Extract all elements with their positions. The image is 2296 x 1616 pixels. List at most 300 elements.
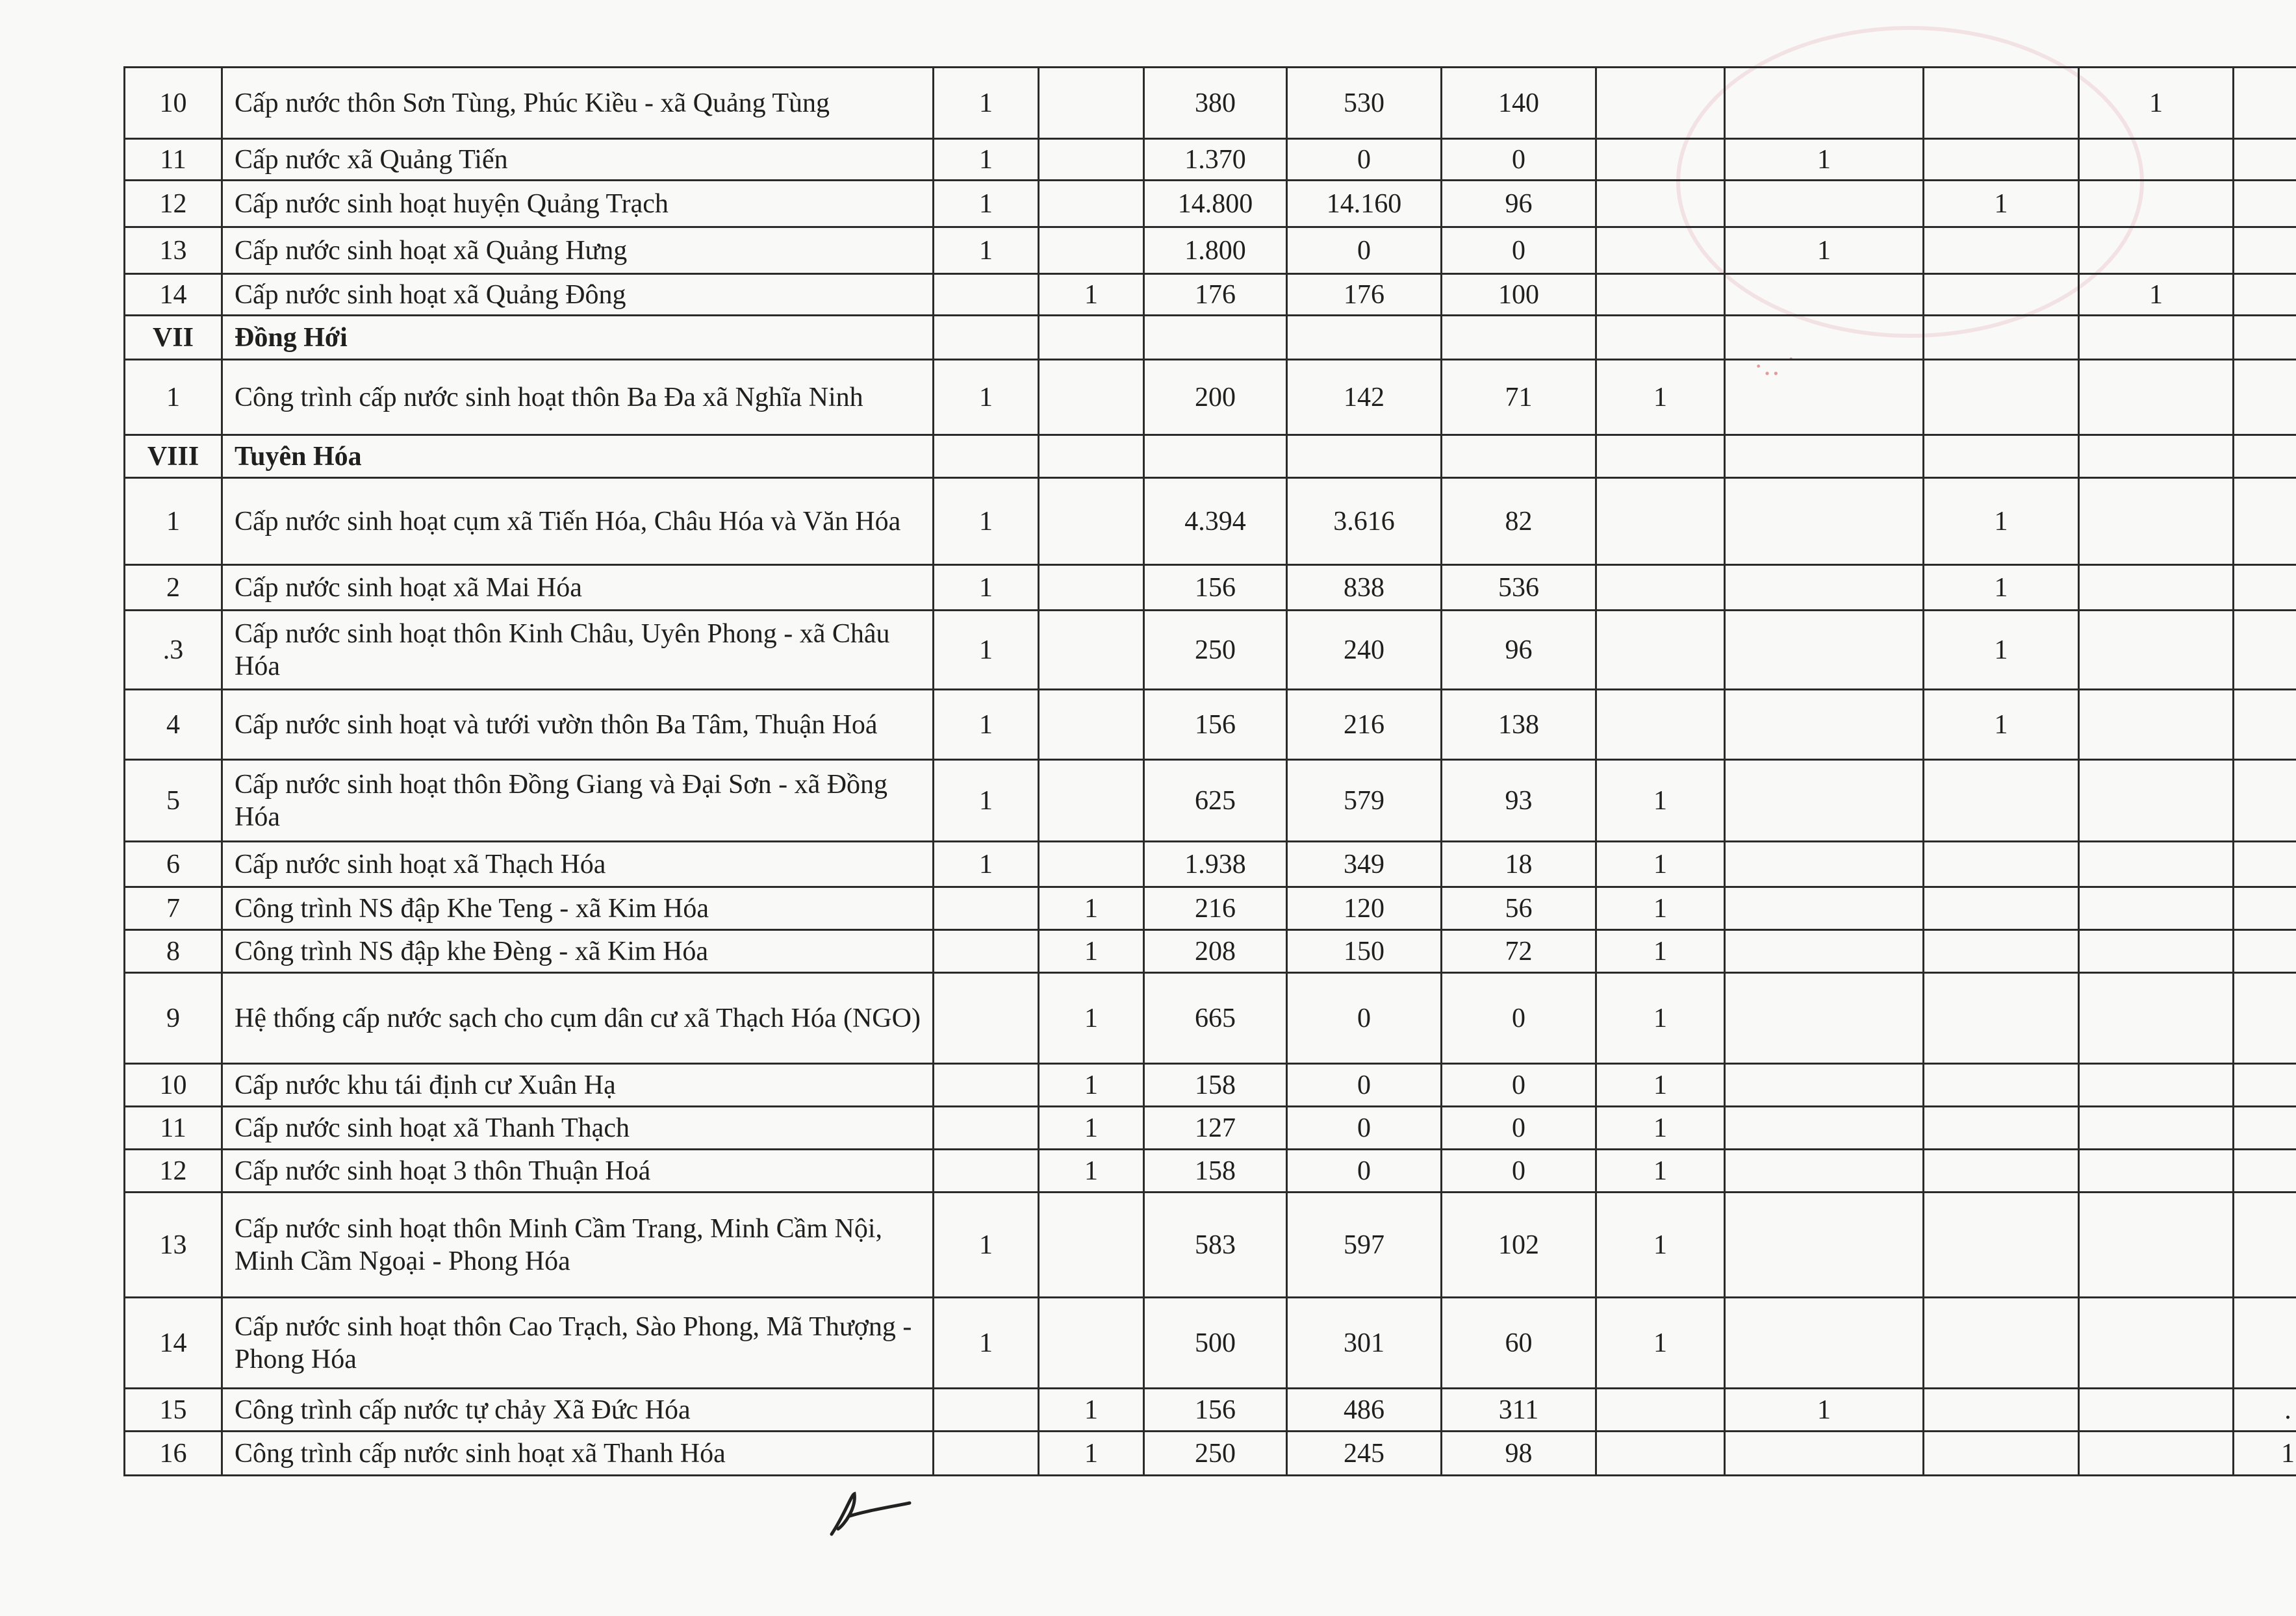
value-cell-c8 [1924, 842, 2079, 887]
value-cell-c1 [934, 930, 1039, 973]
value-cell-c6 [1596, 139, 1725, 181]
project-name-cell: Cấp nước sinh hoạt xã Thạch Hóa [222, 842, 934, 887]
value-cell-c9 [2079, 227, 2234, 274]
row-number-cell: 5 [125, 760, 222, 842]
value-cell-c3: 14.800 [1144, 181, 1287, 227]
value-cell-c2: 1 [1039, 1107, 1144, 1150]
value-cell-c10 [2234, 1193, 2296, 1298]
value-cell-c4: 0 [1287, 1107, 1442, 1150]
value-cell-c10 [2234, 227, 2296, 274]
value-cell-c7 [1725, 181, 1924, 227]
row-number-cell: 14 [125, 1298, 222, 1389]
value-cell-c8 [1924, 435, 2079, 478]
value-cell-c3 [1144, 435, 1287, 478]
value-cell-c8: 1 [1924, 181, 2079, 227]
value-cell-c1: 1 [934, 690, 1039, 760]
value-cell-c8 [1924, 139, 2079, 181]
value-cell-c7 [1725, 973, 1924, 1064]
table-row [125, 1193, 2296, 1298]
value-cell-c10 [2234, 930, 2296, 973]
value-cell-c5: 82 [1442, 478, 1596, 565]
value-cell-c7 [1725, 565, 1924, 611]
value-cell-c3: 250 [1144, 1432, 1287, 1476]
value-cell-c10: 1 [2234, 1432, 2296, 1476]
value-cell-c3: 665 [1144, 973, 1287, 1064]
value-cell-c1 [934, 1107, 1039, 1150]
value-cell-c9 [2079, 435, 2234, 478]
value-cell-c10 [2234, 181, 2296, 227]
value-cell-c8 [1924, 760, 2079, 842]
value-cell-c9 [2079, 1389, 2234, 1432]
value-cell-c1 [934, 1064, 1039, 1107]
value-cell-c1: 1 [934, 611, 1039, 690]
value-cell-c3: 500 [1144, 1298, 1287, 1389]
project-name-cell: Cấp nước xã Quảng Tiến [222, 139, 934, 181]
value-cell-c6: 1 [1596, 1193, 1725, 1298]
value-cell-c2: 1 [1039, 1064, 1144, 1107]
table-row [125, 611, 2296, 690]
value-cell-c1 [934, 316, 1039, 360]
table-body [125, 68, 2296, 1476]
value-cell-c6: 1 [1596, 360, 1725, 435]
value-cell-c9 [2079, 1193, 2234, 1298]
value-cell-c3: 250 [1144, 611, 1287, 690]
value-cell-c9 [2079, 690, 2234, 760]
table-row [125, 1064, 2296, 1107]
value-cell-c7: 1 [1725, 139, 1924, 181]
value-cell-c1 [934, 274, 1039, 316]
value-cell-c10 [2234, 139, 2296, 181]
value-cell-c3: 216 [1144, 887, 1287, 930]
value-cell-c2 [1039, 139, 1144, 181]
value-cell-c5 [1442, 435, 1596, 478]
value-cell-c9 [2079, 611, 2234, 690]
project-name-cell: Cấp nước sinh hoạt thôn Kinh Châu, Uyên Phong - xã Châu Hóa [222, 611, 934, 690]
value-cell-c2: 1 [1039, 1150, 1144, 1193]
value-cell-c10: . [2234, 1389, 2296, 1432]
signature-icon [825, 1489, 916, 1541]
row-number-cell: .3 [125, 611, 222, 690]
row-number-cell: 12 [125, 1150, 222, 1193]
value-cell-c1: 1 [934, 139, 1039, 181]
project-name-cell: Cấp nước sinh hoạt thôn Cao Trạch, Sào Phong, Mã Thượng - Phong Hóa [222, 1298, 934, 1389]
value-cell-c1 [934, 887, 1039, 930]
row-number-cell: 12 [125, 181, 222, 227]
value-cell-c6 [1596, 565, 1725, 611]
row-number-cell: VIII [125, 435, 222, 478]
value-cell-c5: 71 [1442, 360, 1596, 435]
value-cell-c4: 530 [1287, 68, 1442, 139]
value-cell-c7 [1725, 611, 1924, 690]
value-cell-c1: 1 [934, 181, 1039, 227]
project-name-cell: Công trình cấp nước tự chảy Xã Đức Hóa [222, 1389, 934, 1432]
value-cell-c9 [2079, 842, 2234, 887]
value-cell-c4: 142 [1287, 360, 1442, 435]
value-cell-c6 [1596, 435, 1725, 478]
value-cell-c10 [2234, 887, 2296, 930]
value-cell-c8 [1924, 316, 2079, 360]
value-cell-c5: 0 [1442, 973, 1596, 1064]
value-cell-c4: 579 [1287, 760, 1442, 842]
value-cell-c6: 1 [1596, 1107, 1725, 1150]
value-cell-c5: 18 [1442, 842, 1596, 887]
value-cell-c3: 200 [1144, 360, 1287, 435]
table-row [125, 360, 2296, 435]
value-cell-c7: 1 [1725, 227, 1924, 274]
value-cell-c2 [1039, 565, 1144, 611]
value-cell-c7 [1725, 1298, 1924, 1389]
value-cell-c4: 120 [1287, 887, 1442, 930]
value-cell-c4: 838 [1287, 565, 1442, 611]
value-cell-c2 [1039, 1193, 1144, 1298]
value-cell-c1: 1 [934, 1298, 1039, 1389]
value-cell-c7 [1725, 68, 1924, 139]
table-row [125, 227, 2296, 274]
table-row [125, 274, 2296, 316]
value-cell-c5 [1442, 316, 1596, 360]
value-cell-c7 [1725, 1193, 1924, 1298]
value-cell-c2: 1 [1039, 274, 1144, 316]
value-cell-c7: 1 [1725, 1389, 1924, 1432]
value-cell-c1: 1 [934, 842, 1039, 887]
value-cell-c9 [2079, 478, 2234, 565]
value-cell-c9 [2079, 887, 2234, 930]
value-cell-c3: 208 [1144, 930, 1287, 973]
value-cell-c10 [2234, 274, 2296, 316]
value-cell-c10 [2234, 1107, 2296, 1150]
row-number-cell: VII [125, 316, 222, 360]
value-cell-c6: 1 [1596, 760, 1725, 842]
table-row [125, 181, 2296, 227]
value-cell-c4: 597 [1287, 1193, 1442, 1298]
table-row [125, 973, 2296, 1064]
value-cell-c8 [1924, 227, 2079, 274]
value-cell-c4: 486 [1287, 1389, 1442, 1432]
value-cell-c3: 158 [1144, 1064, 1287, 1107]
project-name-cell: Cấp nước sinh hoạt xã Quảng Đông [222, 274, 934, 316]
value-cell-c10 [2234, 973, 2296, 1064]
value-cell-c10 [2234, 1150, 2296, 1193]
value-cell-c8 [1924, 68, 2079, 139]
value-cell-c3: 1.938 [1144, 842, 1287, 887]
value-cell-c3: 176 [1144, 274, 1287, 316]
value-cell-c9 [2079, 181, 2234, 227]
value-cell-c2: 1 [1039, 973, 1144, 1064]
table-row [125, 1107, 2296, 1150]
value-cell-c6 [1596, 227, 1725, 274]
value-cell-c8 [1924, 973, 2079, 1064]
value-cell-c5: 60 [1442, 1298, 1596, 1389]
row-number-cell: 10 [125, 68, 222, 139]
value-cell-c5: 0 [1442, 227, 1596, 274]
row-number-cell: 13 [125, 227, 222, 274]
value-cell-c4: 176 [1287, 274, 1442, 316]
value-cell-c8 [1924, 1298, 2079, 1389]
project-name-cell: Cấp nước sinh hoạt thôn Đồng Giang và Đại Sơn - xã Đồng Hóa [222, 760, 934, 842]
value-cell-c8: 1 [1924, 565, 2079, 611]
value-cell-c2: 1 [1039, 1389, 1144, 1432]
value-cell-c9: 1 [2079, 68, 2234, 139]
project-name-cell: Đồng Hới [222, 316, 934, 360]
section-row [125, 316, 2296, 360]
value-cell-c10 [2234, 842, 2296, 887]
value-cell-c4: 14.160 [1287, 181, 1442, 227]
value-cell-c8: 1 [1924, 611, 2079, 690]
value-cell-c9 [2079, 360, 2234, 435]
value-cell-c5: 0 [1442, 139, 1596, 181]
value-cell-c1 [934, 1389, 1039, 1432]
value-cell-c10 [2234, 316, 2296, 360]
value-cell-c6 [1596, 611, 1725, 690]
value-cell-c5: 100 [1442, 274, 1596, 316]
row-number-cell: 11 [125, 139, 222, 181]
value-cell-c1: 1 [934, 478, 1039, 565]
value-cell-c3: 380 [1144, 68, 1287, 139]
value-cell-c6: 1 [1596, 1064, 1725, 1107]
value-cell-c1: 1 [934, 760, 1039, 842]
value-cell-c4: 0 [1287, 227, 1442, 274]
row-number-cell: 8 [125, 930, 222, 973]
value-cell-c1: 1 [934, 1193, 1039, 1298]
value-cell-c3: 156 [1144, 565, 1287, 611]
value-cell-c7 [1725, 435, 1924, 478]
project-name-cell: Hệ thống cấp nước sạch cho cụm dân cư xã Thạch Hóa (NGO) [222, 973, 934, 1064]
value-cell-c6: 1 [1596, 1150, 1725, 1193]
value-cell-c8 [1924, 930, 2079, 973]
value-cell-c9 [2079, 973, 2234, 1064]
value-cell-c7 [1725, 1107, 1924, 1150]
value-cell-c3: 4.394 [1144, 478, 1287, 565]
value-cell-c7 [1725, 930, 1924, 973]
project-name-cell: Công trình NS đập Khe Teng - xã Kim Hóa [222, 887, 934, 930]
project-name-cell: Cấp nước sinh hoạt huyện Quảng Trạch [222, 181, 934, 227]
row-number-cell: 14 [125, 274, 222, 316]
value-cell-c10 [2234, 1298, 2296, 1389]
value-cell-c5: 0 [1442, 1150, 1596, 1193]
value-cell-c5: 536 [1442, 565, 1596, 611]
value-cell-c2 [1039, 760, 1144, 842]
value-cell-c2 [1039, 1298, 1144, 1389]
value-cell-c7 [1725, 360, 1924, 435]
project-name-cell: Cấp nước khu tái định cư Xuân Hạ [222, 1064, 934, 1107]
value-cell-c10 [2234, 68, 2296, 139]
value-cell-c9 [2079, 1150, 2234, 1193]
value-cell-c8 [1924, 274, 2079, 316]
value-cell-c1 [934, 1432, 1039, 1476]
value-cell-c4: 349 [1287, 842, 1442, 887]
value-cell-c6: 1 [1596, 930, 1725, 973]
value-cell-c6: 1 [1596, 842, 1725, 887]
value-cell-c1: 1 [934, 360, 1039, 435]
value-cell-c7 [1725, 760, 1924, 842]
value-cell-c2 [1039, 435, 1144, 478]
value-cell-c10 [2234, 478, 2296, 565]
value-cell-c3: 1.800 [1144, 227, 1287, 274]
value-cell-c8: 1 [1924, 690, 2079, 760]
row-number-cell: 2 [125, 565, 222, 611]
project-name-cell: Cấp nước sinh hoạt thôn Minh Cầm Trang, Minh Cầm Nội, Minh Cầm Ngoại - Phong Hóa [222, 1193, 934, 1298]
value-cell-c2 [1039, 227, 1144, 274]
value-cell-c8 [1924, 1107, 2079, 1150]
value-cell-c7 [1725, 887, 1924, 930]
value-cell-c9 [2079, 930, 2234, 973]
value-cell-c8 [1924, 887, 2079, 930]
row-number-cell: 10 [125, 1064, 222, 1107]
project-name-cell: Cấp nước thôn Sơn Tùng, Phúc Kiều - xã Quảng Tùng [222, 68, 934, 139]
value-cell-c3: 156 [1144, 690, 1287, 760]
value-cell-c7 [1725, 1150, 1924, 1193]
value-cell-c5: 72 [1442, 930, 1596, 973]
value-cell-c3: 1.370 [1144, 139, 1287, 181]
value-cell-c2 [1039, 68, 1144, 139]
seal-ink-mark-icon: ·‥ ˙ [1754, 351, 1796, 381]
value-cell-c9 [2079, 139, 2234, 181]
project-name-cell: Cấp nước sinh hoạt xã Quảng Hưng [222, 227, 934, 274]
value-cell-c3: 625 [1144, 760, 1287, 842]
value-cell-c5: 0 [1442, 1107, 1596, 1150]
value-cell-c10 [2234, 760, 2296, 842]
value-cell-c7 [1725, 316, 1924, 360]
value-cell-c4: 0 [1287, 1150, 1442, 1193]
value-cell-c2 [1039, 478, 1144, 565]
value-cell-c6 [1596, 181, 1725, 227]
row-number-cell: 13 [125, 1193, 222, 1298]
value-cell-c9: 1 [2079, 274, 2234, 316]
value-cell-c9 [2079, 760, 2234, 842]
value-cell-c6 [1596, 478, 1725, 565]
value-cell-c9 [2079, 1432, 2234, 1476]
value-cell-c5: 102 [1442, 1193, 1596, 1298]
value-cell-c3 [1144, 316, 1287, 360]
value-cell-c8 [1924, 1150, 2079, 1193]
row-number-cell: 1 [125, 360, 222, 435]
row-number-cell: 15 [125, 1389, 222, 1432]
value-cell-c5: 138 [1442, 690, 1596, 760]
value-cell-c4: 240 [1287, 611, 1442, 690]
section-row [125, 435, 2296, 478]
value-cell-c5: 98 [1442, 1432, 1596, 1476]
value-cell-c4: 0 [1287, 139, 1442, 181]
table-row [125, 930, 2296, 973]
value-cell-c10 [2234, 611, 2296, 690]
value-cell-c4: 150 [1287, 930, 1442, 973]
value-cell-c2 [1039, 181, 1144, 227]
table-row [125, 68, 2296, 139]
value-cell-c7 [1725, 842, 1924, 887]
value-cell-c1 [934, 973, 1039, 1064]
project-name-cell: Cấp nước sinh hoạt 3 thôn Thuận Hoá [222, 1150, 934, 1193]
value-cell-c9 [2079, 1064, 2234, 1107]
value-cell-c3: 127 [1144, 1107, 1287, 1150]
value-cell-c1: 1 [934, 565, 1039, 611]
value-cell-c9 [2079, 1298, 2234, 1389]
project-name-cell: Cấp nước sinh hoạt và tưới vườn thôn Ba Tâm, Thuận Hoá [222, 690, 934, 760]
value-cell-c6 [1596, 316, 1725, 360]
row-number-cell: 1 [125, 478, 222, 565]
value-cell-c6 [1596, 1432, 1725, 1476]
row-number-cell: 6 [125, 842, 222, 887]
value-cell-c2 [1039, 316, 1144, 360]
value-cell-c9 [2079, 565, 2234, 611]
project-name-cell: Cấp nước sinh hoạt cụm xã Tiến Hóa, Châu Hóa và Văn Hóa [222, 478, 934, 565]
value-cell-c8: 1 [1924, 478, 2079, 565]
value-cell-c10 [2234, 360, 2296, 435]
table-row [125, 1432, 2296, 1476]
table-row [125, 565, 2296, 611]
value-cell-c4: 0 [1287, 973, 1442, 1064]
value-cell-c9 [2079, 316, 2234, 360]
project-name-cell: Cấp nước sinh hoạt xã Thanh Thạch [222, 1107, 934, 1150]
row-number-cell: 7 [125, 887, 222, 930]
value-cell-c5: 93 [1442, 760, 1596, 842]
value-cell-c10 [2234, 435, 2296, 478]
value-cell-c7 [1725, 478, 1924, 565]
value-cell-c4: 245 [1287, 1432, 1442, 1476]
value-cell-c6 [1596, 690, 1725, 760]
value-cell-c1 [934, 435, 1039, 478]
table-row [125, 1298, 2296, 1389]
table-row [125, 887, 2296, 930]
table-row [125, 760, 2296, 842]
value-cell-c8 [1924, 1064, 2079, 1107]
water-supply-table [123, 66, 2296, 1476]
value-cell-c8 [1924, 360, 2079, 435]
value-cell-c2: 1 [1039, 930, 1144, 973]
table-row [125, 1389, 2296, 1432]
value-cell-c4: 3.616 [1287, 478, 1442, 565]
value-cell-c4: 301 [1287, 1298, 1442, 1389]
row-number-cell: 4 [125, 690, 222, 760]
table-row [125, 139, 2296, 181]
value-cell-c6 [1596, 274, 1725, 316]
value-cell-c2 [1039, 842, 1144, 887]
table-row [125, 1150, 2296, 1193]
value-cell-c9 [2079, 1107, 2234, 1150]
value-cell-c7 [1725, 690, 1924, 760]
value-cell-c6 [1596, 1389, 1725, 1432]
value-cell-c6: 1 [1596, 973, 1725, 1064]
value-cell-c2 [1039, 360, 1144, 435]
value-cell-c1: 1 [934, 68, 1039, 139]
project-name-cell: Công trình cấp nước sinh hoạt thôn Ba Đa xã Nghĩa Ninh [222, 360, 934, 435]
project-name-cell: Cấp nước sinh hoạt xã Mai Hóa [222, 565, 934, 611]
value-cell-c6 [1596, 68, 1725, 139]
value-cell-c8 [1924, 1389, 2079, 1432]
value-cell-c6: 1 [1596, 887, 1725, 930]
table-row [125, 690, 2296, 760]
value-cell-c2 [1039, 611, 1144, 690]
project-name-cell: Công trình NS đập khe Đèng - xã Kim Hóa [222, 930, 934, 973]
value-cell-c5: 96 [1442, 611, 1596, 690]
table-row [125, 842, 2296, 887]
value-cell-c7 [1725, 1064, 1924, 1107]
row-number-cell: 11 [125, 1107, 222, 1150]
value-cell-c2: 1 [1039, 887, 1144, 930]
project-name-cell: Tuyên Hóa [222, 435, 934, 478]
value-cell-c3: 158 [1144, 1150, 1287, 1193]
value-cell-c5: 311 [1442, 1389, 1596, 1432]
value-cell-c5: 140 [1442, 68, 1596, 139]
value-cell-c7 [1725, 1432, 1924, 1476]
project-name-cell: Công trình cấp nước sinh hoạt xã Thanh Hóa [222, 1432, 934, 1476]
value-cell-c6: 1 [1596, 1298, 1725, 1389]
value-cell-c5: 0 [1442, 1064, 1596, 1107]
value-cell-c10 [2234, 690, 2296, 760]
value-cell-c4: 216 [1287, 690, 1442, 760]
value-cell-c7 [1725, 274, 1924, 316]
value-cell-c4 [1287, 316, 1442, 360]
value-cell-c5: 96 [1442, 181, 1596, 227]
